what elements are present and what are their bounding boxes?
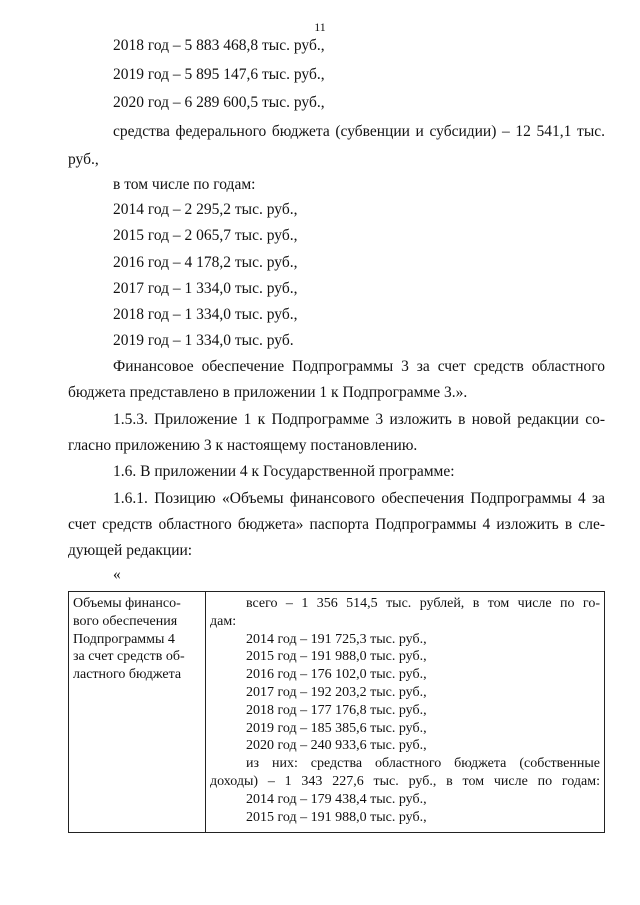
year-line: 2014 год – 191 725,3 тыс. руб., (246, 631, 427, 647)
table-left-cell (69, 592, 206, 833)
text-line-2016-fed: 2016 год – 4 178,2 тыс. руб., (113, 254, 298, 271)
text-line-2019-fed: 2019 год – 1 334,0 тыс. руб. (113, 332, 294, 349)
financing-paragraph-line-2: бюджета представлено в приложении 1 к Подпрограмме 3.». (68, 384, 468, 401)
federal-budget-line-1: средства федерального бюджета (субвенции и субсидии) – 12 541,1 тыс. (113, 123, 605, 140)
item-1-5-3-line-1: 1.5.3. Приложение 1 к Подпрограмме 3 изложить в новой редакции со- (113, 411, 605, 428)
left-cell-line: Подпрограммы 4 (73, 631, 175, 647)
left-cell-line: за счет средств об- (73, 649, 185, 665)
own-year-line: 2015 год – 191 988,0 тыс. руб., (246, 809, 427, 825)
left-cell-line: Объемы финансо- (73, 596, 181, 611)
own-year-line: 2014 год – 179 438,4 тыс. руб., (246, 791, 427, 807)
financing-paragraph-line-1: Финансовое обеспечение Подпрограммы 3 за счет средств областного (113, 358, 605, 375)
item-1-6-1-line-1: 1.6.1. Позицию «Объемы финансового обеспечения Подпрограммы 4 за (113, 490, 605, 507)
own-income-line-1: из них: средства областного бюджета (собственные (246, 756, 600, 772)
item-1-5-3-line-2: гласно приложению 3 к настоящему постановлению. (68, 437, 418, 454)
total-line-1: всего – 1 356 514,5 тыс. рублей, в том числе по го- (246, 596, 600, 611)
page-number: 11 (314, 20, 326, 34)
year-line: 2017 год – 192 203,2 тыс. руб., (246, 684, 427, 700)
opening-quote: « (113, 566, 121, 583)
own-income-line-2: доходы) – 1 343 227,6 тыс. руб., в том числе по годам: (210, 773, 600, 789)
year-line: 2016 год – 176 102,0 тыс. руб., (246, 667, 427, 683)
left-cell-line: вого обеспечения (73, 613, 178, 629)
text-line-2017-fed: 2017 год – 1 334,0 тыс. руб., (113, 280, 298, 297)
year-line: 2019 год – 185 385,6 тыс. руб., (246, 720, 427, 736)
by-years-label: в том числе по годам: (113, 176, 256, 193)
year-line: 2020 год – 240 933,6 тыс. руб., (246, 738, 427, 754)
text-line-2020-total: 2020 год – 6 289 600,5 тыс. руб., (113, 94, 325, 111)
text-line-2018-fed: 2018 год – 1 334,0 тыс. руб., (113, 306, 298, 323)
text-line-2019-total: 2019 год – 5 895 147,6 тыс. руб., (113, 66, 325, 83)
item-1-6-1-line-2: счет средств областного бюджета» паспорта Подпрограммы 4 изложить в сле- (68, 516, 605, 533)
text-line-2015-fed: 2015 год – 2 065,7 тыс. руб., (113, 227, 298, 244)
left-cell-line: ластного бюджета (73, 667, 182, 683)
text-line-2018-total: 2018 год – 5 883 468,8 тыс. руб., (113, 37, 325, 54)
passport-table (68, 591, 605, 833)
text-line-2014-fed: 2014 год – 2 295,2 тыс. руб., (113, 201, 298, 218)
year-line: 2018 год – 177 176,8 тыс. руб., (246, 702, 427, 718)
total-line-2: дам: (210, 613, 237, 629)
item-1-6: 1.6. В приложении 4 к Государственной программе: (113, 463, 455, 480)
item-1-6-1-line-3: дующей редакции: (68, 542, 193, 559)
year-line: 2015 год – 191 988,0 тыс. руб., (246, 649, 427, 665)
table-right-cell (206, 592, 605, 833)
table-row (69, 592, 605, 833)
federal-budget-line-2: руб., (68, 151, 99, 168)
